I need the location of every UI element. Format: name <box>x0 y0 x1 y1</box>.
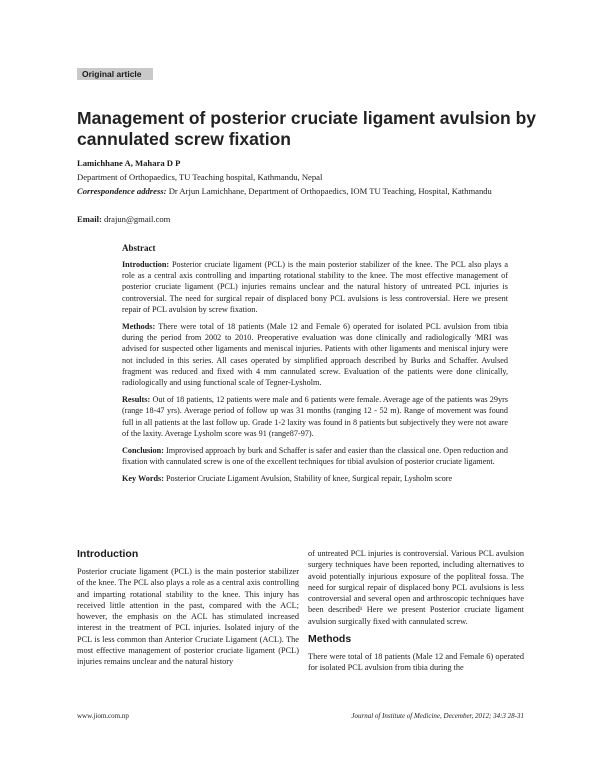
correspondence <box>77 185 537 197</box>
abstract-results-text: Out of 18 patients, 12 patients were male and 6 patients were female. Average age of the patients was 29yrs (range 18-47 yrs). Average period of follow up was 31 months (ranging 12 - 52 m). Range of movement was found full in all patients at the last follow up. Grade 1-2 laxity was found in 8 patients but subjectively they were not aware of the laxity. Average Lysholm score was 91 (range87-97). <box>122 395 508 438</box>
abstract-introduction <box>122 259 508 315</box>
authors: Lamichhane A, Mahara D P <box>77 158 181 168</box>
email-value[interactable]: drajun@gmail.com <box>103 214 171 224</box>
abstract-results-label: Results: <box>122 395 151 405</box>
abstract-conclusion <box>122 445 508 467</box>
abstract-keywords <box>122 473 508 484</box>
correspondence-text: Dr Arjun Lamichhane, Department of Orthopaedics, IOM TU Teaching, Hospital, Kathmandu <box>168 186 492 196</box>
introduction-heading: Introduction <box>77 548 139 560</box>
abstract-heading: Abstract <box>122 243 156 253</box>
left-column <box>77 548 299 674</box>
abstract-keywords-label: Key Words: <box>122 474 164 484</box>
introduction-continued-text: of untreated PCL injuries is controversial. Various PCL avulsion surgery techniques have been reported, including alternatives to avoid potentially injurious exposure of the popliteal fossa. The need for surgical repair of displaced bony PCL avulsions is less controversial and several open and arthroscopic techniques have been described¹ Here we present Posterior cruciate ligament avulsion surgically fixed with cannulated screw. <box>308 549 524 626</box>
abstract-results <box>122 394 508 439</box>
abstract-keywords-text: Posterior Cruciate Ligament Avulsion, Stability of knee, Surgical repair, Lysholm score <box>165 474 453 484</box>
methods-heading: Methods <box>308 633 352 646</box>
article-title: Management of posterior cruciate ligament avulsion by cannulated screw fixation <box>77 108 536 149</box>
abstract-methods <box>122 321 508 388</box>
abstract-conclusion-text: Improvised approach by burk and Schaffer is safer and easier than the classical one. Open reduction and fixation with cannulated screw is one of the excellent techniques for tibial avulsion of posterior cruciate ligament. <box>122 446 508 467</box>
abstract-conclusion-label: Conclusion: <box>122 446 164 456</box>
correspondence-label: Correspondence address: <box>77 186 167 196</box>
introduction-text: Posterior cruciate ligament (PCL) is the main posterior stabilizer of the knee. The PCL also plays a role as a central axis controlling and imparting rotational stability to the knee. This injury has received little attention in the past, compared with the ACL; however, the emphasis on the ACL has stimulated increased interest in the treatment of PCL injuries. Isolated injury of the PCL is less common than Anterior Cruciate Ligament (ACL). The most effective management of posterior cruciate ligament (PCL) injuries remains unclear and the natural history <box>77 567 299 667</box>
email-label: Email: <box>77 214 102 224</box>
abstract <box>122 243 508 491</box>
abstract-intro-label: Introduction: <box>122 260 170 269</box>
department: Department of Orthopaedics, TU Teaching hospital, Kathmandu, Nepal <box>77 172 323 182</box>
abstract-methods-label: Methods: <box>122 322 156 332</box>
right-column <box>308 548 524 680</box>
abstract-methods-text: There were total of 18 patients (Male 12 and Female 6) operated for isolated PCL avulsion from tibia during the period from 2002 to 2010. Preoperative evaluation was done clinically and radiologically 'MRI was advised for suspected other ligaments and meniscal injuries. Patients with other ligaments and meniscal injury were not included in this series. All cases operated by simplified approach described by Burks and Schaffer. Avulsed fragment was reduced and fixed with 4 mm cannulated screw. Evaluation of the patients were done clinically, radiologically and using functional scale of Tegner-Lysholm. <box>122 322 508 388</box>
email <box>77 213 170 225</box>
abstract-intro-text: Posterior cruciate ligament (PCL) is the main posterior stabilizer of the knee. The PCL also plays a role as a central axis controlling and imparting rotational stability to the knee. The most effective management of posterior cruciate ligament (PCL) injuries remains unclear and the natural history of untreated PCL injuries is controversial. The need for surgical repair of displaced bony PCL avulsions is less controversial. Here we present repair of PCL avulsion by screw fixation. <box>122 260 509 314</box>
methods-text: There were total of 18 patients (Male 12 and Female 6) operated for isolated PCL avulsion from tibia during the <box>308 652 524 673</box>
footer-citation: Journal of Institute of Medicine, December, 2012; 34:3 28-31 <box>351 712 524 720</box>
footer-website[interactable]: www.jiom.com.np <box>77 712 129 720</box>
article-type-label: Original article <box>77 68 153 80</box>
